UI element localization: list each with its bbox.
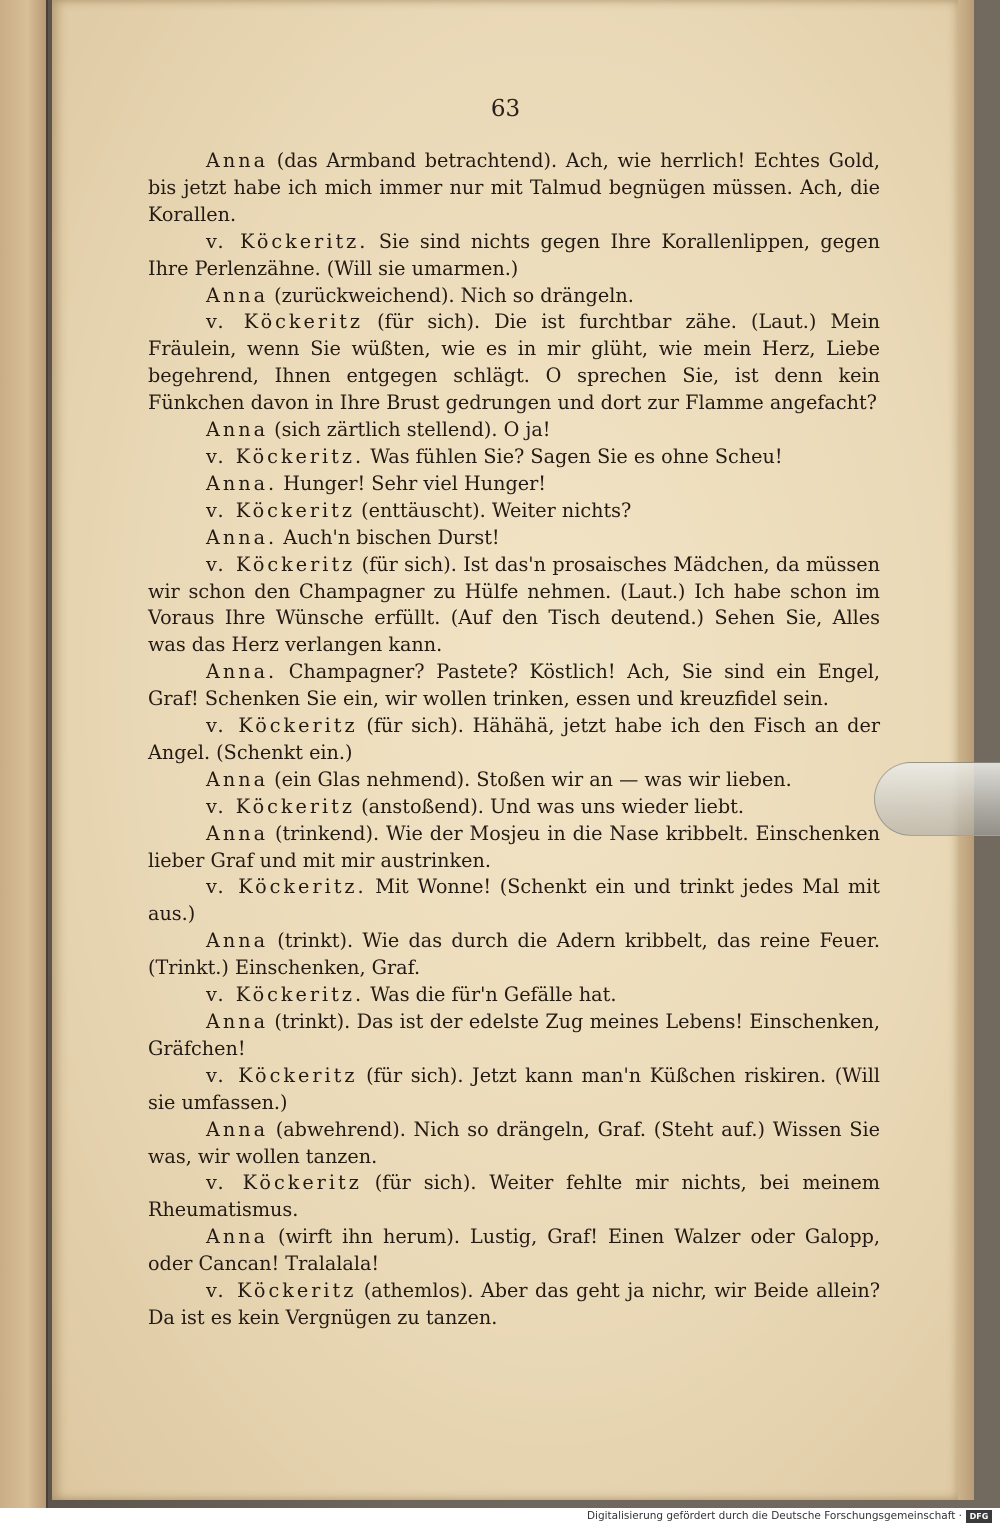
page-holder-clip	[874, 762, 1000, 836]
dialogue-text: Hunger! Sehr viel Hunger!	[283, 471, 546, 495]
dialogue-paragraph	[148, 444, 880, 471]
dialogue-paragraph	[148, 1278, 880, 1332]
speaker-name: v. Köckeritz	[206, 1063, 358, 1087]
speaker-name: v. Köckeritz.	[206, 444, 365, 468]
dialogue-text: (für sich). Ist das'n prosaisches Mädchen, da müssen wir schon den Champagner zu Hülfe nehmen. (Laut.) Ich habe schon im Voraus Ihre Wünsche erfüllt. (Auf den Tisch deutend.) Sehen Sie, Alles was das Herz verlangen kann.	[148, 552, 880, 657]
funding-credit: Digitalisierung gefördert durch die Deutsche Forschungsgemeinschaft ·	[586, 1510, 962, 1522]
dialogue-text: (trinkt). Wie das durch die Adern kribbelt, das reine Feuer. (Trinkt.) Einschenken, Graf.	[148, 929, 880, 980]
speaker-name: Anna	[206, 767, 269, 791]
dialogue-text: (zurückweichend). Nich so drängeln.	[274, 283, 634, 307]
dialogue-paragraph	[148, 283, 880, 310]
dialogue-paragraph	[148, 928, 880, 982]
dialogue-text: (athemlos). Aber das geht ja nichr, wir Beide allein? Da ist es kein Vergnügen zu tanzen.	[148, 1279, 880, 1329]
speaker-name: v. Köckeritz	[206, 310, 364, 334]
dialogue-paragraph	[148, 821, 880, 875]
dialogue-paragraph	[148, 982, 880, 1009]
page-stack-edge	[958, 0, 974, 1500]
speaker-name: Anna	[206, 1010, 269, 1033]
dialogue-paragraph	[148, 1009, 880, 1063]
dialogue-text: (sich zärtlich stellend). O ja!	[274, 418, 551, 442]
speaker-name: v. Köckeritz.	[206, 229, 369, 253]
speaker-name: v. Köckeritz	[206, 1171, 362, 1195]
speaker-name: v. Köckeritz.	[206, 875, 367, 899]
dialogue-paragraph	[148, 1170, 880, 1224]
body-text	[148, 148, 880, 1332]
dialogue-paragraph	[148, 1117, 880, 1171]
speaker-name: v. Köckeritz	[206, 1279, 357, 1303]
speaker-name: Anna	[206, 283, 269, 307]
dialogue-text: (für sich). Weiter fehlte mir nichts, bei meinem Rheumatismus.	[148, 1171, 880, 1222]
speaker-name: Anna.	[206, 471, 278, 495]
speaker-name: v. Köckeritz	[206, 794, 355, 818]
dialogue-paragraph	[148, 148, 880, 229]
dialogue-paragraph	[148, 498, 880, 525]
dialogue-text: (das Armband betrachtend). Ach, wie herrlich! Echtes Gold, bis jetzt habe ich mich immer nur mit Talmud begnügen müssen. Ach, die Korallen.	[148, 149, 880, 226]
dfg-logo-icon: DFG	[966, 1510, 992, 1523]
dialogue-text: (abwehrend). Nich so drängeln, Graf. (Steht auf.) Wissen Sie was, wir wollen tanzen.	[148, 1117, 880, 1168]
dialogue-paragraph	[148, 525, 880, 552]
dialogue-text: (für sich). Hähähä, jetzt habe ich den Fisch an der Angel. (Schenkt ein.)	[148, 714, 880, 764]
dialogue-text: Mit Wonne! (Schenkt ein und trinkt jedes Mal mit aus.)	[148, 875, 880, 926]
dialogue-paragraph	[148, 229, 880, 283]
dialogue-text: (wirft ihn herum). Lustig, Graf! Einen Walzer oder Galopp, oder Cancan! Tralalala!	[148, 1225, 880, 1276]
speaker-name: Anna	[206, 149, 269, 172]
speaker-name: Anna	[206, 821, 269, 845]
speaker-name: v. Köckeritz	[206, 498, 355, 522]
dialogue-paragraph	[148, 552, 880, 660]
dialogue-text: (ein Glas nehmend). Stoßen wir an — was wir lieben.	[274, 767, 792, 791]
dialogue-text: Auch'n bischen Durst!	[283, 525, 500, 549]
dialogue-paragraph	[148, 309, 880, 417]
dialogue-text: (trinkt). Das ist der edelste Zug meines Lebens! Einschenken, Gräfchen!	[148, 1010, 880, 1060]
speaker-name: Anna.	[206, 525, 278, 549]
speaker-name: v. Köckeritz	[206, 714, 358, 738]
dialogue-text: (für sich). Die ist furchtbar zähe. (Laut.) Mein Fräulein, wenn Sie wüßten, wie es in mir glüht, wie mein Herz, Liebe begehrend, Ihnen entgegen schlägt. O sprechen Sie, ist denn kein Fünkchen davon in Ihre Brust gedrungen und dort zur Flamme angefacht?	[148, 310, 880, 415]
dialogue-paragraph	[148, 471, 880, 498]
dialogue-text: (trinkend). Wie der Mosjeu in die Nase kribbelt. Einschenken lieber Graf und mit mir austrinken.	[148, 821, 880, 872]
dialogue-paragraph	[148, 713, 880, 767]
speaker-name: Anna.	[206, 660, 278, 684]
dialogue-paragraph	[148, 659, 880, 713]
dialogue-text: Champagner? Pastete? Köstlich! Ach, Sie sind ein Engel, Graf! Schenken Sie ein, wir wollen trinken, essen und kreuzfidel sein.	[148, 660, 880, 711]
speaker-name: Anna	[206, 929, 269, 953]
speaker-name: Anna	[206, 418, 269, 442]
page-number: 63	[490, 96, 521, 122]
dialogue-paragraph	[148, 417, 880, 444]
dialogue-paragraph	[148, 767, 880, 794]
dialogue-text: Sie sind nichts gegen Ihre Korallenlippen, gegen Ihre Perlenzähne. (Will sie umarmen.)	[148, 229, 880, 280]
book-page	[52, 0, 959, 1500]
dialogue-text: (enttäuscht). Weiter nichts?	[361, 498, 632, 522]
speaker-name: v. Köckeritz.	[206, 983, 365, 1007]
facing-page-edge	[0, 0, 48, 1510]
footer-bar	[0, 1508, 1000, 1526]
dialogue-text: Was fühlen Sie? Sagen Sie es ohne Scheu!	[370, 444, 783, 468]
speaker-name: v. Köckeritz	[206, 552, 356, 576]
dialogue-text: (anstoßend). Und was uns wieder liebt.	[361, 794, 744, 818]
dialogue-text: (für sich). Jetzt kann man'n Küßchen riskiren. (Will sie umfassen.)	[148, 1063, 880, 1114]
dialogue-paragraph	[148, 1063, 880, 1117]
dialogue-paragraph	[148, 1224, 880, 1278]
speaker-name: Anna	[206, 1225, 269, 1249]
dialogue-text: Was die für'n Gefälle hat.	[370, 983, 617, 1007]
speaker-name: Anna	[206, 1117, 269, 1141]
dialogue-paragraph	[148, 874, 880, 928]
dialogue-paragraph	[148, 794, 880, 821]
